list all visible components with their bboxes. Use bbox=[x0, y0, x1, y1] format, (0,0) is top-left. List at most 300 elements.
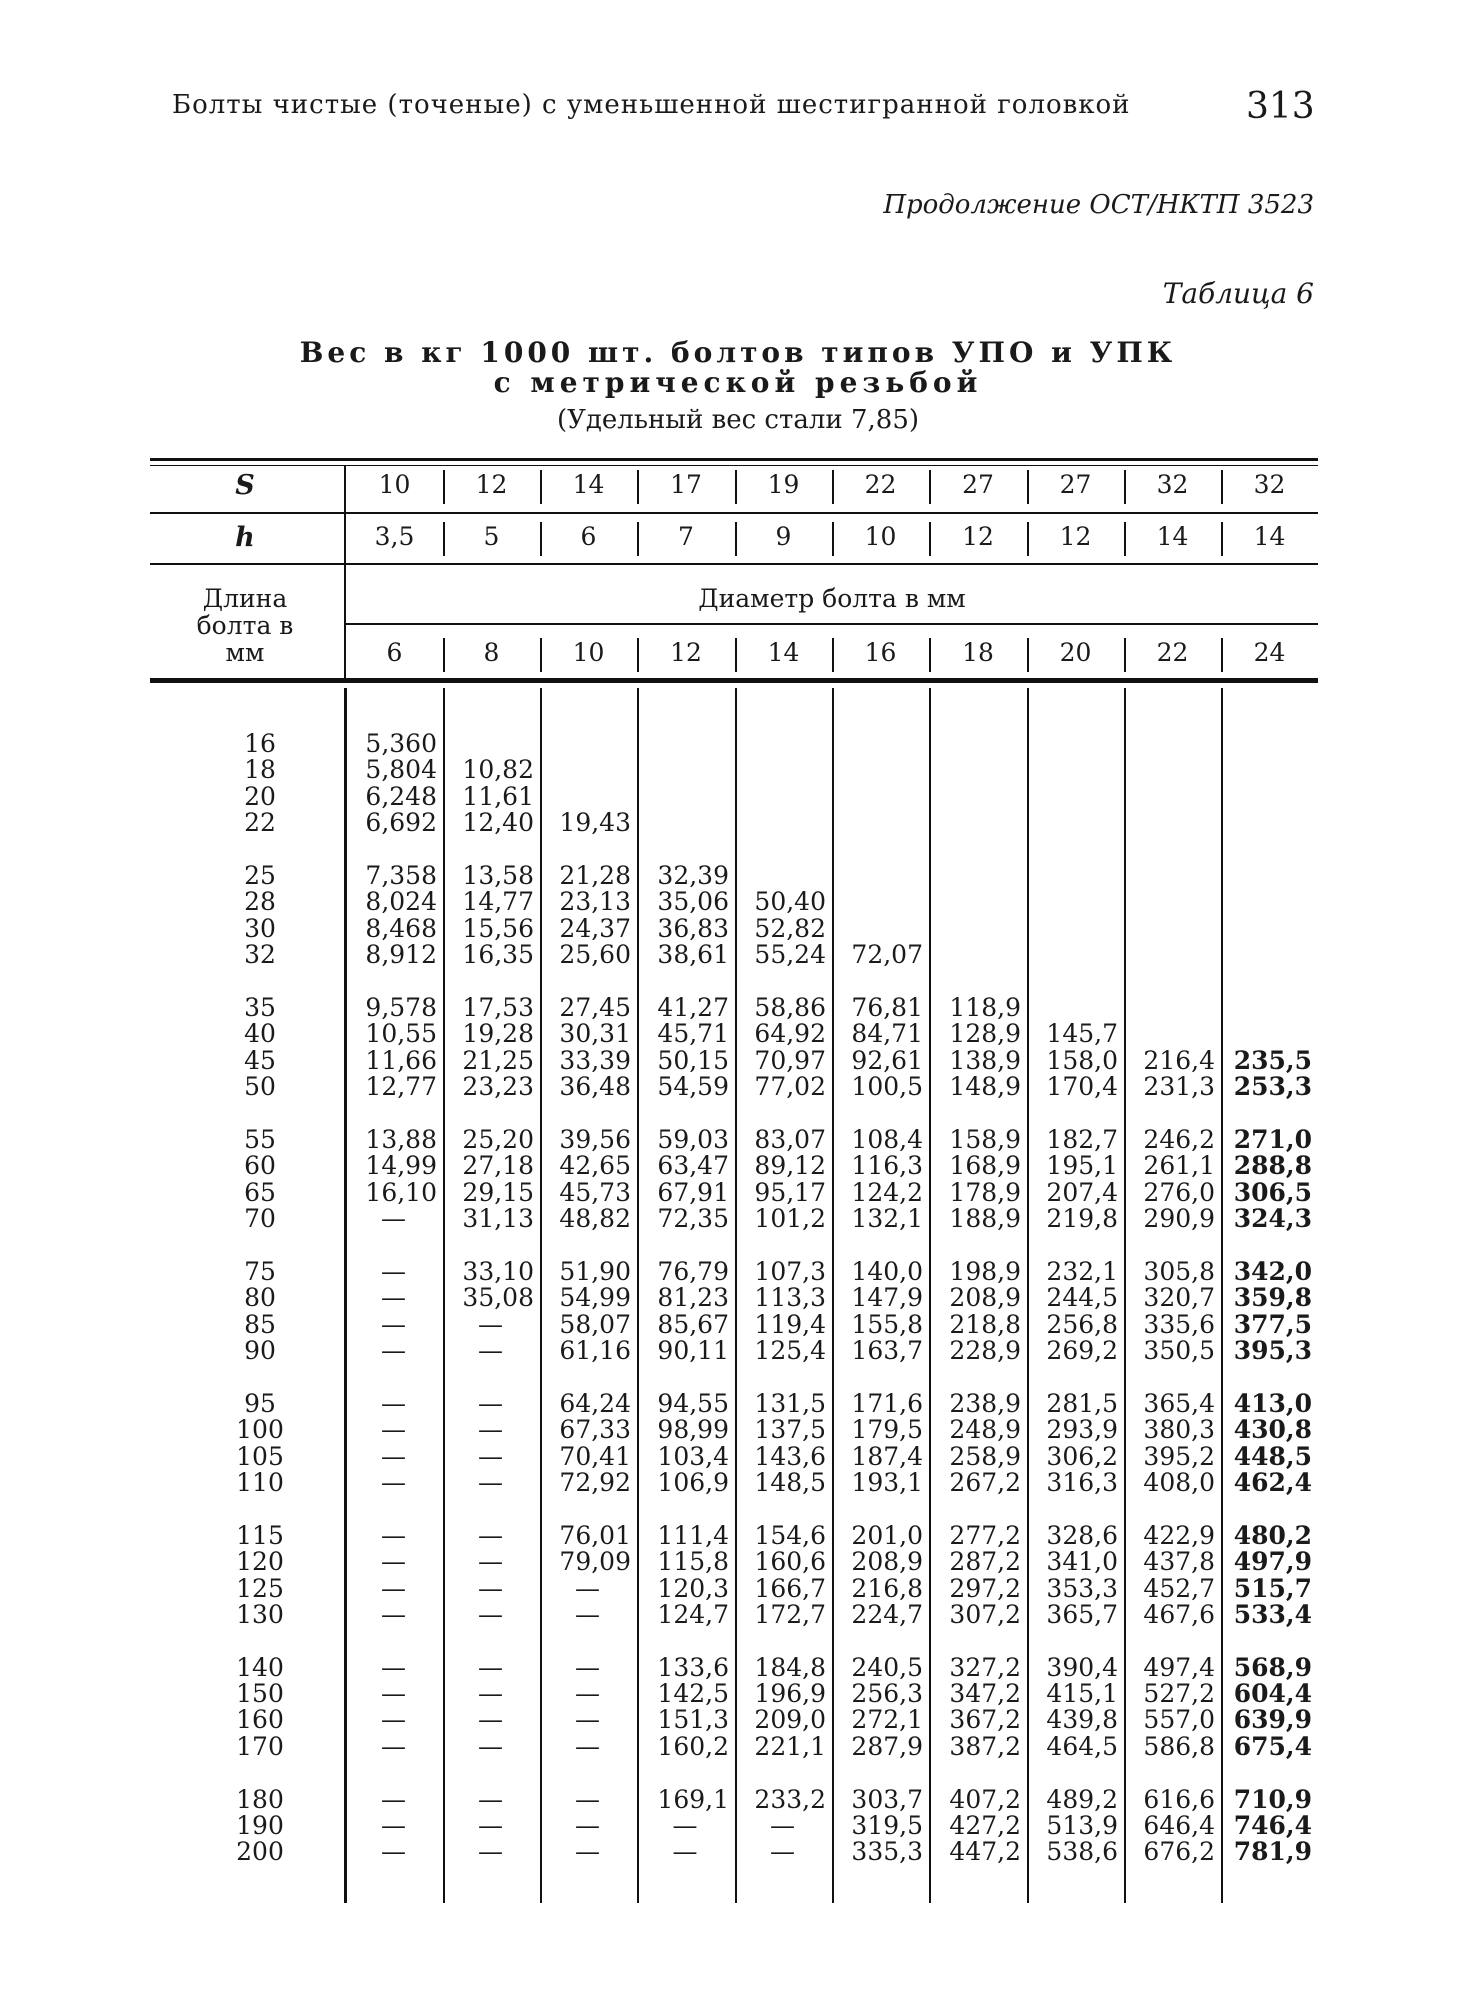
s-sep-5 bbox=[832, 470, 834, 504]
weight-cell: 132,1 bbox=[851, 1204, 923, 1234]
weight-cell: 172,7 bbox=[754, 1599, 826, 1629]
length-value: 190 bbox=[236, 1811, 284, 1841]
body-sep-2 bbox=[540, 688, 542, 1903]
s-value-7: 27 bbox=[1059, 470, 1092, 499]
weight-cell: 163,7 bbox=[851, 1335, 923, 1365]
weight-cell: 76,79 bbox=[657, 1256, 729, 1286]
length-label: Длина болта в мм bbox=[196, 584, 294, 667]
weight-cell: 316,3 bbox=[1046, 1467, 1118, 1497]
weight-cell: 58,07 bbox=[559, 1309, 631, 1339]
weight-cell: 9,578 bbox=[365, 992, 437, 1022]
value-group bbox=[1128, 1520, 1215, 1629]
weight-cell: 513,9 bbox=[1046, 1811, 1118, 1841]
length-group bbox=[200, 1652, 320, 1761]
weight-cell: 138,9 bbox=[949, 1045, 1021, 1075]
value-group bbox=[836, 1784, 923, 1893]
length-column bbox=[200, 731, 320, 1919]
h-sep-7 bbox=[1027, 522, 1029, 556]
value-group bbox=[641, 1784, 729, 1893]
weight-cell: 287,9 bbox=[851, 1731, 923, 1761]
weight-cell: 201,0 bbox=[851, 1520, 923, 1550]
weight-cell: 557,0 bbox=[1143, 1705, 1215, 1735]
weight-cell: 45,71 bbox=[657, 1019, 729, 1049]
weight-cell: 277,2 bbox=[949, 1520, 1021, 1550]
weight-cell bbox=[1128, 995, 1215, 1021]
weight-cell: — bbox=[478, 1705, 503, 1735]
h-value-3: 7 bbox=[678, 522, 694, 551]
s-value-2: 14 bbox=[572, 470, 605, 499]
weight-cell: 27,18 bbox=[462, 1151, 534, 1181]
value-group bbox=[739, 992, 826, 1102]
weight-cell: 221,1 bbox=[754, 1731, 826, 1761]
weight-cell: 415,1 bbox=[1046, 1679, 1118, 1709]
weight-cell: 89,12 bbox=[754, 1151, 826, 1181]
weight-cell bbox=[1128, 863, 1215, 889]
length-value: 18 bbox=[244, 755, 276, 785]
weight-cell: 64,24 bbox=[559, 1388, 631, 1418]
weight-cell: 27,45 bbox=[559, 992, 631, 1022]
d-sep-1 bbox=[443, 638, 445, 672]
weight-cell: 395,2 bbox=[1143, 1441, 1215, 1471]
value-group bbox=[350, 860, 437, 970]
weight-cell: 140,0 bbox=[851, 1256, 923, 1286]
weight-cell: 231,3 bbox=[1143, 1072, 1215, 1102]
weight-cell: 233,2 bbox=[754, 1784, 826, 1814]
weight-cell: 232,1 bbox=[1046, 1256, 1118, 1286]
value-group bbox=[1225, 731, 1312, 837]
weight-cell: 148,5 bbox=[754, 1467, 826, 1497]
value-group bbox=[447, 992, 534, 1102]
value-group bbox=[447, 731, 534, 837]
weight-cell: 39,56 bbox=[559, 1124, 631, 1154]
weight-cell: 335,3 bbox=[851, 1837, 923, 1867]
weight-cell: 184,8 bbox=[754, 1652, 826, 1682]
weight-cell: 5,360 bbox=[365, 729, 437, 758]
weight-cell: 148,9 bbox=[949, 1072, 1021, 1102]
length-value: 90 bbox=[244, 1335, 276, 1365]
weight-cell bbox=[1128, 757, 1215, 783]
weight-cell: 76,81 bbox=[851, 992, 923, 1022]
weight-cell: 64,92 bbox=[754, 1019, 826, 1049]
length-value: 130 bbox=[236, 1599, 284, 1629]
weight-cell: 452,7 bbox=[1143, 1573, 1215, 1603]
weight-cell: 365,7 bbox=[1046, 1599, 1118, 1629]
weight-cell: 169,1 bbox=[657, 1784, 729, 1814]
length-value: 28 bbox=[244, 887, 276, 917]
s-sep-1 bbox=[443, 470, 445, 504]
page-number: 313 bbox=[1246, 86, 1315, 127]
length-value: 55 bbox=[244, 1124, 276, 1154]
weight-cell bbox=[1225, 784, 1312, 810]
weight-cell: — bbox=[381, 1388, 406, 1418]
value-group bbox=[447, 1652, 534, 1761]
diameter-0: 6 bbox=[386, 638, 403, 667]
s-value-4: 19 bbox=[767, 470, 800, 499]
weight-cell: — bbox=[575, 1784, 600, 1814]
s-sep-2 bbox=[540, 470, 542, 504]
body-sep-3 bbox=[637, 688, 639, 1903]
weight-cell: 21,28 bbox=[559, 860, 631, 890]
weight-cell bbox=[739, 810, 826, 836]
weight-cell: 5,804 bbox=[365, 755, 437, 785]
weight-cell bbox=[1128, 1021, 1215, 1047]
weight-cell: 145,7 bbox=[1046, 1019, 1118, 1049]
d-sep-2 bbox=[540, 638, 542, 672]
weight-cell: 427,2 bbox=[949, 1811, 1021, 1841]
length-value: 16 bbox=[244, 729, 276, 758]
value-group bbox=[933, 1256, 1021, 1365]
weight-cell: 7,358 bbox=[365, 860, 437, 890]
value-group bbox=[1128, 1784, 1215, 1893]
weight-cell: 413,0 bbox=[1233, 1388, 1312, 1418]
weight-cell: 246,2 bbox=[1143, 1124, 1215, 1154]
weight-cell: 6,248 bbox=[365, 781, 437, 811]
data-column-d14 bbox=[739, 731, 826, 1919]
weight-cell: 489,2 bbox=[1046, 1784, 1118, 1814]
weight-cell: 480,2 bbox=[1233, 1520, 1312, 1550]
value-group bbox=[641, 992, 729, 1102]
value-group bbox=[1128, 731, 1215, 837]
weight-cell: 108,4 bbox=[851, 1124, 923, 1154]
value-group bbox=[350, 1256, 437, 1365]
body-left-rule bbox=[344, 688, 347, 1903]
weight-cell: 359,8 bbox=[1233, 1283, 1312, 1313]
weight-cell: — bbox=[478, 1467, 503, 1497]
weight-cell: 21,25 bbox=[462, 1045, 534, 1075]
weight-cell: 380,3 bbox=[1143, 1415, 1215, 1445]
h-sep-3 bbox=[637, 522, 639, 556]
weight-cell: 171,6 bbox=[851, 1388, 923, 1418]
length-value: 140 bbox=[236, 1652, 284, 1682]
value-group bbox=[1031, 1520, 1118, 1629]
weight-cell: — bbox=[381, 1520, 406, 1550]
weight-cell: 256,3 bbox=[851, 1679, 923, 1709]
weight-cell: 70,41 bbox=[559, 1441, 631, 1471]
weight-cell: — bbox=[478, 1335, 503, 1365]
weight-cell: 367,2 bbox=[949, 1705, 1021, 1735]
weight-cell bbox=[836, 757, 923, 783]
length-value: 170 bbox=[236, 1731, 284, 1761]
weight-cell: 76,01 bbox=[559, 1520, 631, 1550]
weight-cell bbox=[1031, 889, 1118, 915]
weight-cell bbox=[1128, 889, 1215, 915]
weight-cell: — bbox=[381, 1256, 406, 1286]
weight-cell bbox=[1128, 1866, 1215, 1892]
h-value-2: 6 bbox=[580, 522, 597, 551]
weight-cell: 32,39 bbox=[657, 860, 729, 890]
weight-cell: 271,0 bbox=[1233, 1124, 1312, 1154]
weight-cell: 288,8 bbox=[1233, 1151, 1312, 1181]
value-group bbox=[544, 1520, 631, 1629]
s-sep-7 bbox=[1027, 470, 1029, 504]
value-group bbox=[1031, 1652, 1118, 1761]
data-column-d10 bbox=[544, 731, 631, 1919]
weight-cell bbox=[933, 889, 1021, 915]
weight-cell: 586,8 bbox=[1143, 1731, 1215, 1761]
weight-cell bbox=[933, 863, 1021, 889]
weight-cell: 19,28 bbox=[462, 1019, 534, 1049]
weight-cell: — bbox=[575, 1599, 600, 1629]
weight-cell: 395,3 bbox=[1233, 1335, 1312, 1365]
weight-cell: 33,10 bbox=[462, 1256, 534, 1286]
value-group bbox=[350, 1124, 437, 1234]
body-sep-8 bbox=[1124, 688, 1126, 1903]
weight-cell: 347,2 bbox=[949, 1679, 1021, 1709]
weight-cell bbox=[1031, 757, 1118, 783]
body-sep-7 bbox=[1027, 688, 1029, 1903]
weight-cell: — bbox=[770, 1811, 795, 1841]
weight-cell: 77,02 bbox=[754, 1072, 826, 1102]
weight-cell: 464,5 bbox=[1046, 1731, 1118, 1761]
s-row-rule bbox=[150, 512, 1318, 514]
weight-cell: 52,82 bbox=[754, 913, 826, 943]
h-sep-8 bbox=[1124, 522, 1126, 556]
weight-cell: 319,5 bbox=[851, 1811, 923, 1841]
diameter-9: 24 bbox=[1253, 638, 1286, 667]
weight-cell: 305,8 bbox=[1143, 1256, 1215, 1286]
value-group bbox=[641, 1124, 729, 1234]
table-label: Таблица 6 bbox=[1162, 277, 1314, 310]
length-value: 100 bbox=[236, 1415, 284, 1445]
h-sep-9 bbox=[1221, 522, 1223, 556]
value-group bbox=[836, 731, 923, 837]
length-value: 30 bbox=[244, 913, 276, 943]
weight-cell: 240,5 bbox=[851, 1652, 923, 1682]
weight-cell: 253,3 bbox=[1233, 1072, 1312, 1102]
weight-cell: 70,97 bbox=[754, 1045, 826, 1075]
h-row-rule bbox=[150, 563, 1318, 565]
weight-cell: 13,88 bbox=[365, 1124, 437, 1154]
top-rule bbox=[150, 458, 1318, 461]
diameter-rule bbox=[346, 623, 1318, 625]
value-group bbox=[1031, 995, 1118, 1101]
weight-cell: 151,3 bbox=[657, 1705, 729, 1735]
weight-cell bbox=[1031, 810, 1118, 836]
length-value: 200 bbox=[236, 1837, 284, 1867]
s-value-9: 32 bbox=[1253, 470, 1286, 499]
weight-cell: 327,2 bbox=[949, 1652, 1021, 1682]
h-value-7: 12 bbox=[1059, 522, 1092, 551]
weight-cell: 17,53 bbox=[462, 992, 534, 1022]
value-group bbox=[641, 1388, 729, 1497]
weight-cell: 83,07 bbox=[754, 1124, 826, 1154]
weight-cell: 328,6 bbox=[1046, 1520, 1118, 1550]
weight-cell: — bbox=[381, 1679, 406, 1709]
value-group bbox=[933, 992, 1021, 1102]
value-group bbox=[1225, 995, 1312, 1101]
weight-cell: 23,23 bbox=[462, 1072, 534, 1102]
weight-cell bbox=[739, 757, 826, 783]
weight-cell: 36,83 bbox=[657, 913, 729, 943]
weight-cell: 178,9 bbox=[949, 1177, 1021, 1207]
weight-cell: 160,2 bbox=[657, 1731, 729, 1761]
length-value: 110 bbox=[236, 1467, 284, 1497]
weight-cell: 72,35 bbox=[657, 1204, 729, 1234]
weight-cell: 8,912 bbox=[365, 940, 437, 970]
weight-cell: 219,8 bbox=[1046, 1204, 1118, 1234]
weight-cell: 497,4 bbox=[1143, 1652, 1215, 1682]
weight-cell bbox=[1225, 731, 1312, 757]
weight-cell: 342,0 bbox=[1233, 1256, 1312, 1286]
weight-cell: 33,39 bbox=[559, 1045, 631, 1075]
length-value: 75 bbox=[244, 1256, 276, 1286]
continuation-note: Продолжение ОСТ/НКТП 3523 bbox=[883, 190, 1314, 220]
value-group bbox=[1128, 1388, 1215, 1497]
value-group bbox=[544, 1256, 631, 1365]
weight-cell: 125,4 bbox=[754, 1335, 826, 1365]
value-group bbox=[1031, 731, 1118, 837]
weight-cell: 67,91 bbox=[657, 1177, 729, 1207]
weight-cell bbox=[641, 784, 729, 810]
weight-cell: 303,7 bbox=[851, 1784, 923, 1814]
length-group bbox=[200, 1388, 320, 1497]
weight-cell: — bbox=[381, 1204, 406, 1234]
weight-cell: — bbox=[575, 1731, 600, 1761]
s-sep-8 bbox=[1124, 470, 1126, 504]
value-group bbox=[1128, 995, 1215, 1101]
weight-cell: — bbox=[575, 1573, 600, 1603]
value-group bbox=[836, 1124, 923, 1234]
weight-cell: 10,55 bbox=[365, 1019, 437, 1049]
length-value: 40 bbox=[244, 1019, 276, 1049]
weight-cell: 41,27 bbox=[657, 992, 729, 1022]
weight-cell: — bbox=[478, 1309, 503, 1339]
value-group bbox=[739, 731, 826, 837]
value-group bbox=[1031, 1784, 1118, 1893]
h-value-8: 14 bbox=[1156, 522, 1189, 551]
weight-cell bbox=[739, 863, 826, 889]
value-group bbox=[739, 1256, 826, 1365]
weight-cell: 35,06 bbox=[657, 887, 729, 917]
value-group bbox=[1225, 1520, 1312, 1629]
weight-cell bbox=[1031, 916, 1118, 942]
diameter-5: 16 bbox=[864, 638, 897, 667]
weight-cell: 365,4 bbox=[1143, 1388, 1215, 1418]
weight-cell: 390,4 bbox=[1046, 1652, 1118, 1682]
weight-cell: — bbox=[478, 1388, 503, 1418]
weight-cell: — bbox=[381, 1547, 406, 1577]
weight-cell: 224,7 bbox=[851, 1599, 923, 1629]
length-group bbox=[200, 731, 320, 837]
diameter-7: 20 bbox=[1059, 638, 1092, 667]
weight-cell bbox=[1225, 916, 1312, 942]
weight-cell: — bbox=[478, 1599, 503, 1629]
s-value-8: 32 bbox=[1156, 470, 1189, 499]
value-group bbox=[641, 1520, 729, 1629]
diameter-1: 8 bbox=[483, 638, 500, 667]
d-sep-8 bbox=[1124, 638, 1126, 672]
value-group bbox=[1128, 1124, 1215, 1234]
value-group bbox=[836, 1256, 923, 1365]
value-group bbox=[350, 731, 437, 837]
weight-cell: 377,5 bbox=[1233, 1309, 1312, 1339]
h-label: h bbox=[235, 522, 255, 553]
weight-cell: 133,6 bbox=[657, 1652, 729, 1682]
weight-cell: 195,1 bbox=[1046, 1151, 1118, 1181]
weight-cell: 216,4 bbox=[1143, 1045, 1215, 1075]
body-sep-1 bbox=[443, 688, 445, 1903]
weight-cell bbox=[1225, 1021, 1312, 1047]
weight-cell: — bbox=[672, 1837, 698, 1867]
weight-cell: 320,7 bbox=[1143, 1283, 1215, 1313]
weight-cell: 448,5 bbox=[1233, 1441, 1312, 1471]
weight-cell: 95,17 bbox=[754, 1177, 826, 1207]
weight-cell: — bbox=[478, 1520, 503, 1550]
data-column-d22 bbox=[1128, 731, 1215, 1919]
weight-cell: 25,60 bbox=[559, 940, 631, 970]
length-value: 25 bbox=[244, 860, 276, 890]
value-group bbox=[350, 1652, 437, 1761]
value-group bbox=[350, 1520, 437, 1629]
weight-cell: 216,8 bbox=[851, 1573, 923, 1603]
weight-cell: 646,4 bbox=[1143, 1811, 1215, 1841]
value-group bbox=[933, 1124, 1021, 1234]
length-value: 60 bbox=[244, 1151, 276, 1181]
weight-cell: — bbox=[381, 1784, 406, 1814]
weight-cell: 276,0 bbox=[1143, 1177, 1215, 1207]
length-value: 125 bbox=[236, 1573, 284, 1603]
h-value-0: 3,5 bbox=[374, 522, 415, 551]
weight-cell: 23,13 bbox=[559, 887, 631, 917]
value-group bbox=[933, 1520, 1021, 1629]
body-sep-6 bbox=[929, 688, 931, 1903]
s-sep-6 bbox=[929, 470, 931, 504]
weight-cell: 90,11 bbox=[657, 1335, 729, 1365]
weight-cell: 55,24 bbox=[754, 940, 826, 970]
weight-cell: 143,6 bbox=[754, 1441, 826, 1471]
weight-cell: 168,9 bbox=[949, 1151, 1021, 1181]
weight-cell: — bbox=[381, 1441, 406, 1471]
weight-cell: — bbox=[381, 1811, 406, 1841]
weight-cell: 467,6 bbox=[1143, 1599, 1215, 1629]
value-group bbox=[544, 992, 631, 1102]
value-group bbox=[544, 1652, 631, 1761]
weight-cell: 111,4 bbox=[657, 1520, 729, 1550]
length-group bbox=[200, 1256, 320, 1365]
weight-cell: 267,2 bbox=[949, 1467, 1021, 1497]
weight-cell: 533,4 bbox=[1233, 1599, 1312, 1629]
weight-cell: — bbox=[575, 1652, 600, 1682]
body-sep-4 bbox=[735, 688, 737, 1903]
weight-cell: 497,9 bbox=[1233, 1547, 1312, 1577]
h-value-5: 10 bbox=[864, 522, 897, 551]
weight-cell: 13,58 bbox=[462, 860, 534, 890]
weight-cell bbox=[836, 731, 923, 757]
weight-cell: 166,7 bbox=[754, 1573, 826, 1603]
body-sep-9 bbox=[1221, 688, 1223, 1903]
value-group bbox=[447, 1520, 534, 1629]
weight-cell bbox=[1225, 889, 1312, 915]
value-group bbox=[447, 1388, 534, 1497]
weight-cell: 616,6 bbox=[1143, 1784, 1215, 1814]
value-group bbox=[544, 1124, 631, 1234]
value-group bbox=[544, 860, 631, 970]
weight-cell bbox=[1031, 995, 1118, 1021]
length-value: 80 bbox=[244, 1283, 276, 1313]
weight-cell: 676,2 bbox=[1143, 1837, 1215, 1867]
weight-cell: 335,6 bbox=[1143, 1309, 1215, 1339]
d-sep-4 bbox=[735, 638, 737, 672]
length-value: 85 bbox=[244, 1309, 276, 1339]
weight-cell: 447,2 bbox=[949, 1837, 1021, 1867]
weight-cell: — bbox=[478, 1652, 503, 1682]
data-column-d16 bbox=[836, 731, 923, 1919]
weight-cell: 72,07 bbox=[851, 940, 923, 970]
weight-cell: 538,6 bbox=[1046, 1837, 1118, 1867]
weight-cell: 198,9 bbox=[949, 1256, 1021, 1286]
value-group bbox=[641, 860, 729, 970]
weight-cell: 675,4 bbox=[1233, 1731, 1312, 1761]
